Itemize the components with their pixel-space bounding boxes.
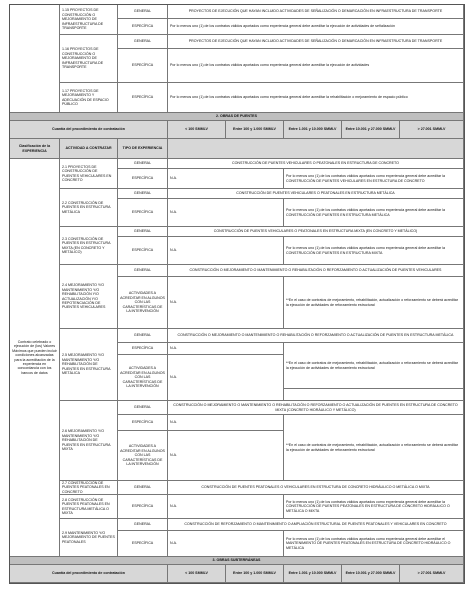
span-description (168, 481, 464, 495)
description-cell (168, 5, 464, 19)
tipo-cell (118, 35, 168, 49)
tipo-text: GENERAL (133, 405, 152, 410)
header-classification (10, 139, 60, 159)
span-description (168, 265, 464, 277)
left-margin-cell (10, 5, 60, 113)
tipo-cell (118, 343, 168, 355)
span-text: CONSTRUCCIÓN DE REFORZAMIENTO O MANTENIMIENTO O AMPLIACIÓN ESTRUCTURAL DE PUENTES PEATONALES Y VEHICULARES EN CONCRETO (184, 522, 447, 527)
activity-text: 2.8 CONSTRUCCIÓN DE PUENTES PEATONALES EN ESTRUCTURA METÁLICA O MIXTA (62, 497, 110, 515)
header-text: TIPO DE EXPERIENCIA (122, 146, 163, 151)
activity-text: 1.16 PROYECTOS DE CONSTRUCCIÓN O MEJORAMIENTO DE INFRAESTRUCTURA DE TRANSPORTE (62, 47, 104, 70)
tipo-cell (118, 355, 168, 401)
na-text: N.A. (170, 541, 177, 546)
activity-text: 2.6 MEJORAMIENTO Y/O MANTENIMIENTO Y/O REHABILITACIÓN DE PUENTES EN ESTRUCTURA MIXTA (62, 429, 111, 452)
description-cell (284, 199, 464, 227)
description-cell (284, 343, 464, 389)
description-text: Por lo menos uno (1) de los contratos válidos aportados como experiencia general debe acreditar la ejecución de actividades (170, 63, 370, 68)
tipo-text: ESPECÍFICA (131, 210, 154, 215)
tipo-text: GENERAL (133, 522, 152, 527)
tipo-cell (118, 189, 168, 199)
cuantia-label (10, 565, 168, 583)
na-cell (168, 415, 284, 431)
tipo-cell (118, 415, 168, 431)
description-text: Por lo menos uno (1) de los contratos válidos aportados como experiencia general debe acreditar la CONSTRUCCIÓN DE PUENTES EN ESTRUCTURA METÁLICA (286, 208, 446, 217)
tipo-cell (118, 5, 168, 19)
description-text: Por lo menos uno (1) de los contratos válidos aportados como experiencia general debe acreditar la ejecución de actividades de señalización (170, 24, 395, 29)
tipo-text: GENERAL (133, 229, 152, 234)
description-text: Por lo menos uno (1) de los contratos válidos aportados como experiencia general debe acreditar la CONSTRUCCIÓN DE PUENTES PEATONALES EN ESTRUCTURA DE CONCRETO HIDRÁULICO O METÁLICA O MIXTA (286, 499, 450, 513)
description-text: Por lo menos uno (1) de los contratos válidos aportados como experiencia general debe acreditar la CONSTRUCCIÓN DE PUENTES VEHICULARES EN ESTRUCTURA DE CONCRETO (286, 174, 446, 183)
span-description (168, 329, 464, 343)
header-blank (168, 139, 464, 159)
activity-text: 2.3 CONSTRUCCIÓN DE PUENTES EN ESTRUCTURA MIXTA (EN CONCRETO Y METÁLICO) (62, 236, 111, 254)
tipo-text: ESPECÍFICA (131, 541, 154, 546)
tipo-text: ESPECÍFICA (131, 176, 154, 181)
activity-cell (60, 519, 118, 557)
cuantia-col-text: Entre 100 y 1.000 SMMLV (233, 127, 276, 132)
na-text: N.A. (170, 210, 177, 215)
tipo-text: ESPECÍFICA (131, 504, 154, 509)
na-text: N.A. (170, 453, 177, 458)
cuantia-col (400, 565, 464, 583)
tipo-text: GENERAL (133, 191, 152, 196)
section-title-text: 3. OBRAS SUBTERRÁNEAS (212, 558, 261, 563)
cuantia-col-text: > 27.001 SMMLV (417, 571, 446, 576)
cuantia-col-text: Entre 10.001 y 27.000 SMMLV (345, 571, 396, 576)
cuantia-label (10, 121, 168, 139)
activity-text: 2.7 CONSTRUCCIÓN DE PUENTES PEATONALES EN CONCRETO (62, 481, 110, 494)
tipo-text: ESPECÍFICA (131, 63, 154, 68)
activity-cell (60, 189, 118, 227)
activity-text: 2.2 CONSTRUCCIÓN DE PUENTES EN ESTRUCTURA METÁLICA (62, 200, 111, 214)
na-text: N.A. (170, 504, 177, 509)
activity-cell (60, 227, 118, 265)
tipo-cell (118, 431, 168, 481)
na-text: N.A. (170, 375, 177, 380)
na-cell (168, 277, 284, 329)
header-tipo (118, 139, 168, 159)
na-cell (168, 495, 284, 519)
description-cell (284, 531, 464, 557)
section-title-text: 2. OBRAS DE PUENTES (216, 114, 257, 119)
tipo-cell (118, 519, 168, 531)
description-cell (284, 237, 464, 265)
cuantia-col (284, 565, 342, 583)
cuantia-col (284, 121, 342, 139)
tipo-cell (118, 199, 168, 227)
description-text: PROYECTOS DE EJECUCIÓN QUE HAYAN INCLUIDO ACTIVIDADES DE SEÑALIZACIÓN O DEMARCACIÓN EN INFRAESTRUCTURA DE TRANSPORTE (188, 39, 443, 44)
description-cell (284, 277, 464, 329)
blank-cell (284, 389, 464, 401)
description-text: Por lo menos uno (1) de los contratos válidos aportados como experiencia general debe acreditar la rehabilitación o mejoramiento de espacio público (170, 95, 408, 100)
tipo-cell (118, 531, 168, 557)
na-cell (168, 343, 284, 355)
na-cell (168, 237, 284, 265)
na-cell (168, 431, 284, 481)
description-cell (168, 83, 464, 113)
description-cell (168, 49, 464, 83)
cuantia-label-text: Cuantía del procedimiento de contratación (52, 127, 125, 132)
activity-text: 2.9 MANTENIMIENTO Y/O MEJORAMIENTO DE PUENTES PEATONALES (62, 530, 115, 544)
tipo-cell (118, 495, 168, 519)
cuantia-col (168, 121, 226, 139)
tipo-text: GENERAL (133, 268, 152, 273)
description-text: **En el caso de contratos de mejoramiento, rehabilitación, actualización o reforzamiento se deberá acreditar la ejecución de actividades de reforzamiento estructural (286, 443, 458, 452)
tipo-text: ACTIVIDADES A ACREDITAR EN ALGUNOS CON LAS CARACTERÍSTICAS DE LA INTERVENCIÓN (120, 291, 165, 314)
cuantia-col-text: Entre 100 y 1.000 SMMLV (233, 571, 276, 576)
cuantia-col-text: Entre 1.001 y 10.000 SMMLV (288, 127, 337, 132)
tipo-cell (118, 19, 168, 35)
description-cell (284, 415, 464, 481)
tipo-text: GENERAL (133, 9, 152, 14)
tipo-cell (118, 277, 168, 329)
classification-cell (10, 159, 60, 557)
activity-cell (60, 495, 118, 519)
tipo-text: GENERAL (133, 161, 152, 166)
tipo-text: GENERAL (133, 485, 152, 490)
activity-text: 2.1 PROYECTOS DE CONSTRUCCIÓN DE PUENTES VEHICULARES EN CONCRETO (62, 164, 112, 182)
span-text: CONSTRUCCIÓN DE PUENTES VEHICULARES O PEATONALES EN ESTRUCTURA MIXTA (EN CONCRETO Y METÁLICO) (213, 229, 418, 234)
span-text: CONSTRUCCIÓN O MEJORAMIENTO O MANTENIMIENTO O REHABILITACIÓN O REFORZAMIENTO O ACTUALIZACIÓN DE PUENTES EN ESTRUCTURA DE CONCRETO MIXTA (CONCRETO HIDRÁULICO Y METÁLICO) (173, 403, 458, 412)
cuantia-col (342, 565, 400, 583)
na-text: N.A. (170, 176, 177, 181)
tipo-text: ACTIVIDADES A ACREDITAR EN ALGUNOS CON LAS CARACTERÍSTICAS DE LA INTERVENCIÓN (120, 366, 165, 389)
tipo-cell (118, 401, 168, 415)
activity-text: 1.17 PROYECTOS DE MEJORAMIENTO Y ADECUACIÓN DE ESPACIO PÚBLICO (62, 88, 109, 106)
tipo-text: ESPECÍFICA (131, 248, 154, 253)
na-text: N.A. (170, 420, 177, 425)
cuantia-col-text: Entre 1.001 y 10.000 SMMLV (288, 571, 337, 576)
span-text: CONSTRUCCIÓN O MEJORAMIENTO O MANTENIMIENTO O REHABILITACIÓN O REFORZAMIENTO O ACTUALIZACIÓN DE PUENTES EN ESTRUCTURA METÁLICA (177, 333, 454, 338)
activity-cell (60, 329, 118, 401)
description-text: PROYECTOS DE EJECUCIÓN QUE HAYAN INCLUIDO ACTIVIDADES DE SEÑALIZACIÓN O DEMARCACIÓN EN INFRAESTRUCTURA DE TRANSPORTE (188, 9, 443, 14)
activity-cell (60, 159, 118, 189)
activity-text: 2.4 MEJORAMIENTO Y/O MANTENIMIENTO Y/O REHABILITACIÓN Y/O ACTUALIZACIÓN Y/O REPOTENCIACIÓN DE PUENTES VEHICULARES (62, 283, 106, 310)
cuantia-col-text: > 27.001 SMMLV (417, 127, 446, 132)
tipo-cell (118, 83, 168, 113)
tipo-text: ESPECÍFICA (131, 95, 154, 100)
na-cell (168, 169, 284, 189)
description-cell (284, 495, 464, 519)
span-description (168, 401, 464, 415)
description-cell (284, 169, 464, 189)
span-text: CONSTRUCCIÓN O MEJORAMIENTO O MANTENIMIENTO O REHABILITACIÓN O REFORZAMIENTO O ACTUALIZACIÓN DE PUENTES VEHICULARES (189, 268, 442, 273)
tipo-text: ACTIVIDADES A ACREDITAR EN ALGUNOS CON LAS CARACTERÍSTICAS DE LA INTERVENCIÓN (120, 444, 165, 467)
tipo-cell (118, 265, 168, 277)
activity-text: 1.15 PROYECTOS DE CONSTRUCCIÓN O MEJORAMIENTO DE INFRAESTRUCTURA DE TRANSPORTE (62, 8, 104, 31)
cuantia-col (400, 121, 464, 139)
description-text: Por lo menos uno (1) de los contratos válidos aportados como experiencia general debe acreditar el MANTENIMIENTO DE PUENTES PEATONALES EN ESTRUCTURA DE CONCRETO HIDRÁULICO O METÁLICA (286, 536, 451, 550)
tipo-cell (118, 237, 168, 265)
document-page (9, 4, 465, 584)
tipo-cell (118, 329, 168, 343)
cuantia-col (226, 121, 284, 139)
description-cell (168, 35, 464, 49)
description-text: Por lo menos uno (1) de los contratos válidos aportados como experiencia general debe acreditar la CONSTRUCCIÓN DE PUENTES EN ESTRUCTURA MIXTA (286, 246, 446, 255)
tipo-text: ESPECÍFICA (131, 346, 154, 351)
tipo-cell (118, 227, 168, 237)
cuantia-col-text: < 100 SMMLV (185, 127, 208, 132)
activity-cell (60, 5, 118, 35)
activity-cell (60, 265, 118, 329)
cuantia-col-text: < 100 SMMLV (185, 571, 208, 576)
span-description (168, 519, 464, 531)
na-text: N.A. (170, 346, 177, 351)
na-cell (168, 531, 284, 557)
cuantia-col (342, 121, 400, 139)
header-text: ACTIVIDAD A CONTRATAR (65, 146, 112, 151)
tipo-cell (118, 169, 168, 189)
description-text: **En el caso de contratos de mejoramiento, rehabilitación, actualización o reforzamiento se deberá acreditar la ejecución de actividades de reforzamiento estructural (286, 361, 458, 370)
tipo-cell (118, 481, 168, 495)
section-title (10, 557, 464, 565)
na-cell (168, 355, 284, 401)
activity-cell (60, 35, 118, 83)
span-description (168, 189, 464, 199)
span-description (168, 227, 464, 237)
span-text: CONSTRUCCIÓN DE PUENTES VEHICULARES O PEATONALES EN ESTRUCTURA METÁLICA (236, 191, 395, 196)
cuantia-col (168, 565, 226, 583)
na-cell (168, 199, 284, 227)
na-text: N.A. (170, 248, 177, 253)
tipo-cell (118, 49, 168, 83)
description-cell (168, 19, 464, 35)
cuantia-col-text: Entre 10.001 y 27.000 SMMLV (345, 127, 396, 132)
span-description (168, 159, 464, 169)
tipo-cell (118, 159, 168, 169)
header-text: Clasificación de la EXPERIENCIA (18, 144, 51, 153)
classification-text: Contrato celebrado o ejecución de (los) Valores Máximos que pueden incluir condiciones alcanzadas para la acreditación de la experiencia en concordancia con los bancos de datos (12, 339, 57, 375)
cuantia-label-text: Cuantía del procedimiento de contratación (52, 571, 125, 576)
tipo-text: GENERAL (133, 39, 152, 44)
cuantia-col (226, 565, 284, 583)
span-text: CONSTRUCCIÓN DE PUENTES VEHICULARES O PEATONALES EN ESTRUCTURA DE CONCRETO (232, 161, 399, 166)
span-text: CONSTRUCCIÓN DE PUENTES PEATONALES O VEHICULARES EN ESTRUCTURA DE CONCRETO HIDRÁULICO O METÁLICA O MIXTA (201, 485, 430, 490)
activity-text: 2.5 MEJORAMIENTO Y/O MANTENIMIENTO Y/O REHABILITACIÓN DE PUENTES EN ESTRUCTURA METÁLICA (62, 353, 111, 376)
activity-cell (60, 83, 118, 113)
tipo-text: ESPECÍFICA (131, 24, 154, 29)
na-text: N.A. (170, 300, 177, 305)
activity-cell (60, 401, 118, 481)
section-title (10, 113, 464, 121)
activity-cell (60, 481, 118, 495)
tipo-text: ESPECÍFICA (131, 420, 154, 425)
header-activity (60, 139, 118, 159)
tipo-text: GENERAL (133, 333, 152, 338)
description-text: **En el caso de contratos de mejoramiento, rehabilitación, actualización o reforzamiento se deberá acreditar la ejecución de actividades de reforzamiento estructural (286, 298, 458, 307)
